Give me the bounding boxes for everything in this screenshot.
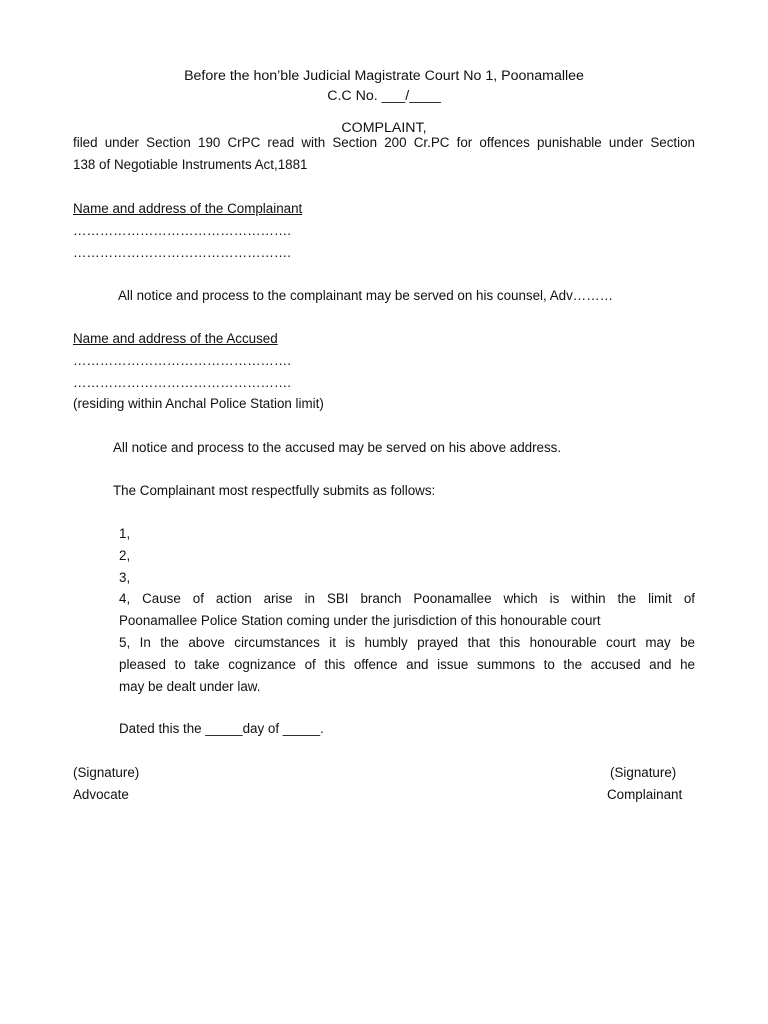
accused-address-line-2: …………………………………………. (73, 375, 291, 390)
accused-residing-note: (residing within Anchal Police Station limit) (73, 396, 324, 411)
submission-intro: The Complainant most respectfully submits as follows: (113, 483, 436, 498)
complainant-address-line-1: …………………………………………. (73, 223, 291, 238)
point-5-line-2: pleased to take cognizance of this offence and issue summons to the accused and he (119, 657, 695, 672)
complaint-title: COMPLAINT, (341, 120, 427, 136)
complainant-heading: Name and address of the Complainant (73, 201, 303, 216)
point-5-line-1: 5, In the above circumstances it is humbly prayed that this honourable court may be (119, 635, 695, 650)
advocate-signature: (Signature) (73, 765, 140, 780)
point-3: 3, (119, 570, 131, 585)
point-2: 2, (119, 548, 131, 563)
advocate-label: Advocate (73, 787, 129, 802)
court-heading: Before the hon’ble Judicial Magistrate Court No 1, Poonamallee (184, 68, 584, 84)
point-5-line-3: may be dealt under law. (119, 679, 261, 694)
complainant-notice: All notice and process to the complainant may be served on his counsel, Adv……… (118, 288, 613, 303)
case-number: C.C No. ___/____ (327, 88, 441, 104)
point-1: 1, (119, 526, 131, 541)
complainant-signature: (Signature) (610, 765, 677, 780)
complainant-address-line-2: …………………………………………. (73, 245, 291, 260)
filed-under-line-2: 138 of Negotiable Instruments Act,1881 (73, 157, 308, 172)
point-4-line-2: Poonamallee Police Station coming under the jurisdiction of this honourable court (119, 613, 601, 628)
accused-address-line-1: …………………………………………. (73, 353, 291, 368)
point-4-line-1: 4, Cause of action arise in SBI branch Poonamallee which is within the limit of (119, 591, 695, 606)
dated-line: Dated this the _____day of _____. (119, 721, 324, 736)
complainant-label: Complainant (607, 787, 683, 802)
accused-notice: All notice and process to the accused may be served on his above address. (113, 440, 562, 455)
filed-under-line-1: filed under Section 190 CrPC read with Section 200 Cr.PC for offences punishable under Section (73, 135, 695, 150)
accused-heading: Name and address of the Accused (73, 331, 278, 346)
